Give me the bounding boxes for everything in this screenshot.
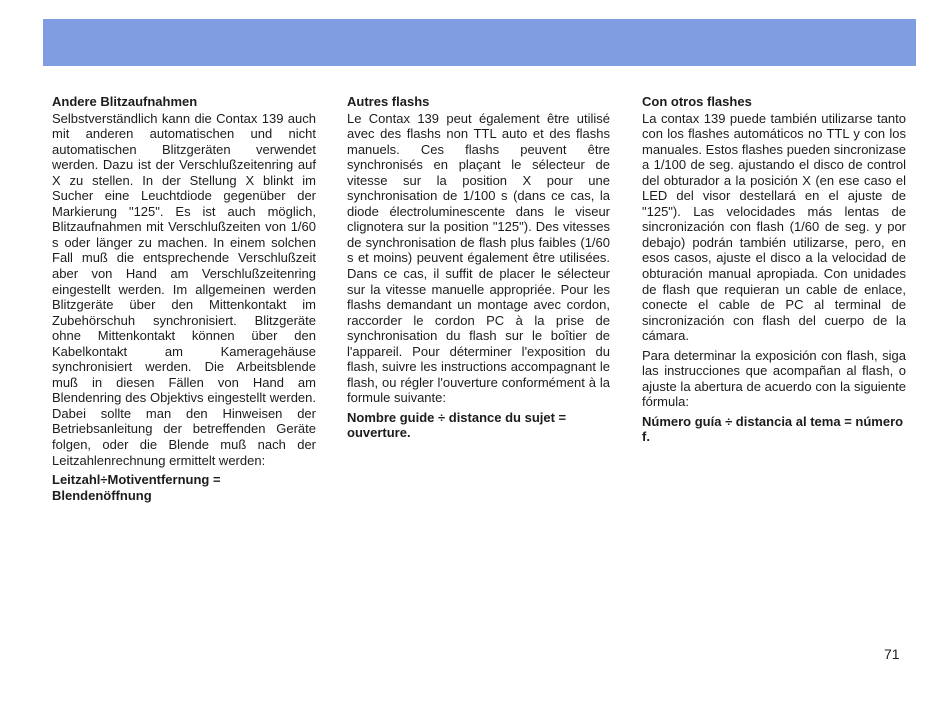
german-paragraph: Selbstverständlich kann die Contax 139 auch mit anderen automatischen und nicht automatischen Blitzgeräten verwendet werden. Dazu ist der Verschlußzeitenring auf X zu stellen. In der Stellung X blinkt im Sucher eine Leuchtdiode gegenüber der Markierung "125". Es ist auch möglich, Blitzaufnahmen mit Verschlußzeiten von 1/60 s oder länger zu machen. In einem solchen Fall muß die entsprechende Verschlußzeit aber von Hand am Verschlußzeitenring eingestellt werden. Im allgemeinen werden Blitzgeräte über den Mittenkontakt im Zubehörschuh synchronisiert. Blitzgeräte ohne Mittenkontakt können über den Kabelkontakt am Kameragehäuse synchronisiert werden. Die Arbeitsblende muß in diesen Fällen von Hand am Blendenring des Objektivs eingestellt werden. Dabei sollte man den Hinweisen der Betriebsanleitung der betreffenden Geräte folgen, oder die Blende muß nach der Leitzahlenrechnung ermittelt werden:	[52, 110, 316, 468]
header-banner	[43, 19, 916, 66]
german-heading: Andere Blitzaufnahmen	[52, 94, 198, 109]
french-formula: Nombre guide ÷ distance du sujet = ouverture.	[347, 409, 567, 441]
page-number: 71	[884, 646, 900, 662]
french-paragraph: Le Contax 139 peut également être utilisé avec des flashs non TTL auto et des flashs manuels. Ces flashs peuvent être synchronisés en plaçant le sélecteur de vitesse sur la position X pour une synchronisation de 1/100 s (dans ce cas, la diode électroluminescente dans le viseur clignotera sur la position "125"). Des vitesses de synchronisation de flash plus faibles (1/60 s et moins) peuvent également être utilisées. Dans ce cas, il suffit de placer le sélecteur sur la vitesse manuelle appropriée. Pour les flashs demandant un montage avec cordon, raccorder le cordon PC à la prise de synchronisation du flash sur le boîtier de l'appareil. Pour déterminer l'exposition du flash, suivre les instructions accompagnant le flash, ou régler l'ouverture conformément à la formule suivante:	[347, 110, 610, 406]
french-column	[347, 94, 610, 441]
french-heading: Autres flashs	[347, 94, 430, 109]
german-column	[52, 94, 316, 503]
german-formula: Leitzahl÷Motiventfernung = Blendenöffnung	[52, 472, 221, 503]
spanish-column	[642, 94, 906, 445]
spanish-paragraph-2: Para determinar la exposición con flash, siga las instrucciones que acompañan al flash, o ajuste la abertura de acuerdo con la siguiente fórmula:	[642, 347, 906, 410]
spanish-paragraph-1: La contax 139 puede también utilizarse tanto con los flashes automáticos no TTL y con los manuales. Estos flashes pueden sincronizase a 1/100 de seg. ajustando el disco de control del obturador a la posición X (en ese caso el LED del visor destellará en el ajuste de "125"). Las velocidades más lentas de sincronización con flash (1/60 de seg. y por debajo) podrán también utilizarse, pero, en esos casos, ajuste el disco a la velocidad de obturación manual apropiada. Con unidades de flash que requieran un cable de enlace, conecte el cable de PC al terminal de sincronización con flash del cuerpo de la cámara.	[642, 110, 906, 344]
spanish-heading: Con otros flashes	[642, 94, 752, 109]
spanish-formula: Número guía ÷ distancia al tema = número f.	[642, 413, 904, 445]
